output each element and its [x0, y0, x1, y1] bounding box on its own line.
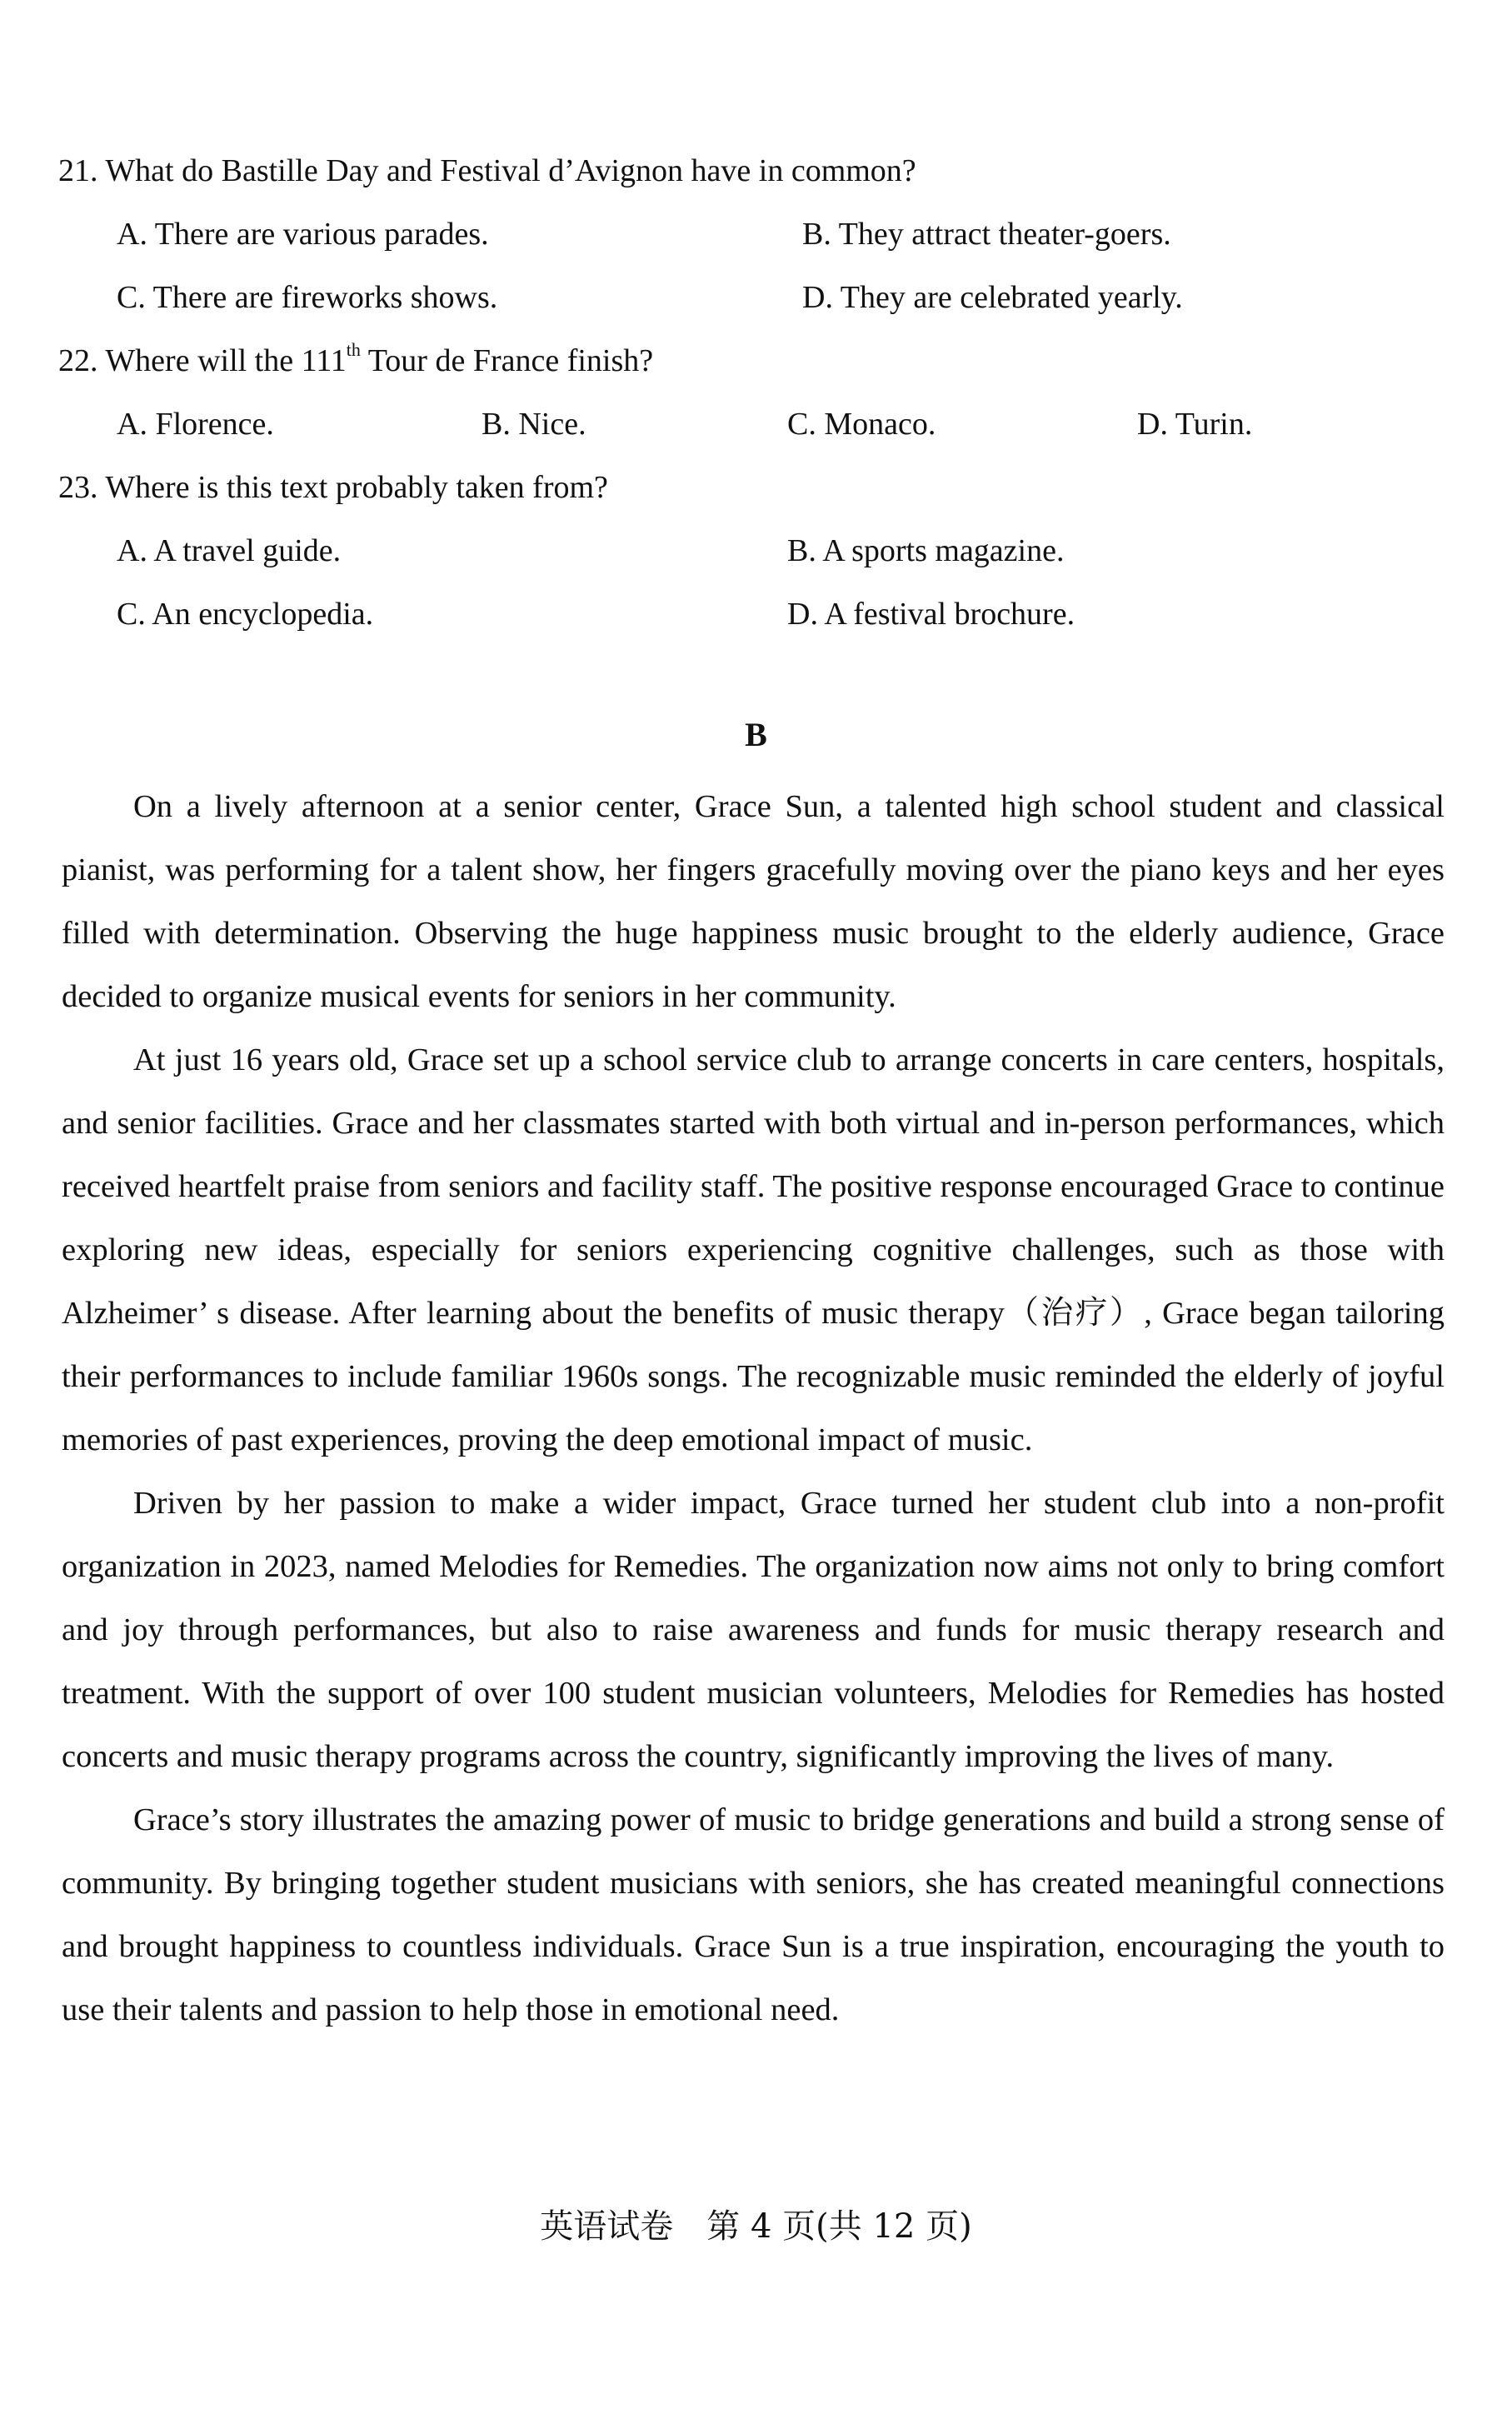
question-23-option-d: D. A festival brochure.	[787, 597, 1075, 632]
question-22-stem-superscript: th	[346, 339, 361, 361]
question-21-option-d: D. They are celebrated yearly.	[802, 280, 1183, 315]
section-heading: B	[745, 716, 767, 753]
question-22-stem	[58, 339, 654, 380]
question-22-stem-text-end: Tour de France finish?	[360, 343, 654, 378]
question-21-option-a: A. There are various parades.	[117, 217, 489, 252]
passage-paragraph-2: At just 16 years old, Grace set up a school service club to arrange concerts in care centers, hospitals, and senior facilities. Grace and her classmates started with both virtual and in-person performances, which received heartfelt praise from seniors and facility staff. The positive response encouraged Grace to continue exploring new ideas, especially for seniors experiencing cognitive challenges, such as those with Alzheimer’ s disease. After learning about the benefits of music therapy（治疗）, Grace began tailoring their performances to include familiar 1960s songs. The recognizable music reminded the elderly of joyful memories of past experiences, proving the deep emotional impact of music.	[62, 1042, 1445, 1457]
question-22-option-d: D. Turin.	[1137, 407, 1253, 442]
question-21-option-b: B. They attract theater-goers.	[802, 217, 1171, 252]
passage-paragraph-4: Grace’s story illustrates the amazing power of music to bridge generations and build a strong sense of community. By bringing together student musicians with seniors, she has created meaningful connections and brought happiness to countless individuals. Grace Sun is a true inspiration, encouraging the youth to use their talents and passion to help those in emotional need.	[62, 1802, 1445, 2027]
page-footer: 英语试卷 第 4 页(共 12 页)	[540, 2207, 972, 2246]
reading-passage	[62, 775, 1445, 2042]
question-21-stem: 21. What do Bastille Day and Festival d’Avignon have in common?	[58, 153, 916, 188]
question-23-option-b: B. A sports magazine.	[787, 533, 1065, 568]
question-22-option-c: C. Monaco.	[787, 407, 936, 442]
question-23-option-a: A. A travel guide.	[117, 533, 342, 568]
question-22-option-a: A. Florence.	[117, 407, 274, 442]
passage-paragraph-3: Driven by her passion to make a wider impact, Grace turned her student club into a non-profit organization in 2023, named Melodies for Remedies. The organization now aims not only to bring comfort and joy through performances, but also to raise awareness and funds for music therapy research and treatment. With the support of over 100 student musician volunteers, Melodies for Remedies has hosted concerts and music therapy programs across the country, significantly improving the lives of many.	[62, 1486, 1445, 1774]
question-22-stem-text: 22. Where will the 111	[58, 343, 347, 378]
question-23-option-c: C. An encyclopedia.	[117, 597, 374, 632]
passage-paragraph-1: On a lively afternoon at a senior center, Grace Sun, a talented high school student and classical pianist, was performing for a talent show, her fingers gracefully moving over the piano keys and her eyes filled with determination. Observing the huge happiness music brought to the elderly audience, Grace decided to organize musical events for seniors in her community.	[62, 789, 1445, 1014]
question-23-stem: 23. Where is this text probably taken from?	[58, 470, 608, 505]
question-21-option-c: C. There are fireworks shows.	[117, 280, 498, 315]
question-22-option-b: B. Nice.	[482, 407, 586, 442]
